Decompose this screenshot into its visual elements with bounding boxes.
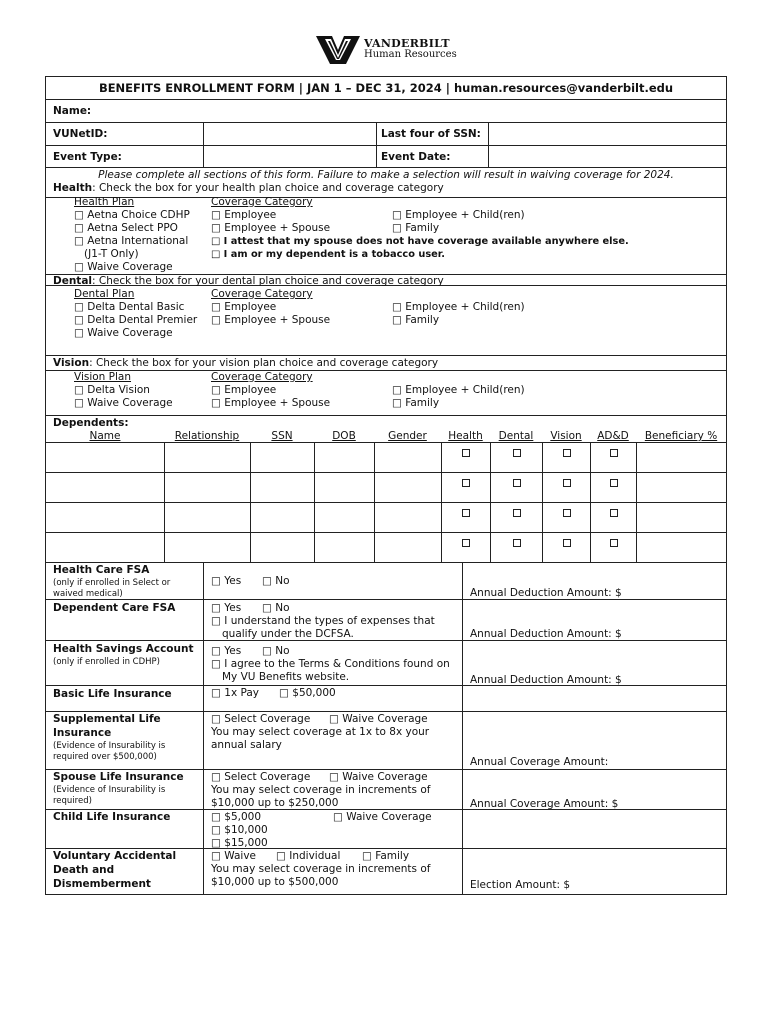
basic-life-50000[interactable]: □ $50,000 bbox=[279, 687, 336, 699]
supp-life-desc: You may select coverage at 1x to 8x your bbox=[211, 726, 430, 738]
adnd-waive[interactable]: □ Waive bbox=[211, 850, 256, 862]
dependents-col-header: SSN bbox=[271, 430, 293, 442]
dependent-health-checkbox[interactable] bbox=[462, 479, 470, 487]
benefits-form bbox=[45, 76, 727, 895]
dependent-vision-checkbox[interactable] bbox=[563, 479, 571, 487]
tobacco-attestation[interactable]: □ I am or my dependent is a tobacco user. bbox=[211, 249, 445, 260]
basic-life-title: Basic Life Insurance bbox=[53, 688, 172, 700]
dependent-health-checkbox[interactable] bbox=[462, 539, 470, 547]
dependents-col-header: Beneficiary % bbox=[644, 430, 718, 442]
dependent-dental-checkbox[interactable] bbox=[513, 539, 521, 547]
logo-subtitle: Human Resources bbox=[364, 49, 457, 60]
vision-option[interactable]: □ Delta Vision bbox=[74, 384, 150, 396]
spouse-life-waive[interactable]: □ Waive Coverage bbox=[329, 771, 428, 783]
dependent-dental-checkbox[interactable] bbox=[513, 449, 521, 457]
spouse-life-note: (Evidence of Insurability is bbox=[53, 785, 166, 795]
fsa-amount: Annual Deduction Amount: $ bbox=[470, 587, 622, 599]
vanderbilt-v-icon bbox=[316, 36, 360, 64]
dental-heading: Dental: Check the box for your dental plan choice and coverage category bbox=[53, 275, 444, 287]
dependent-health-checkbox[interactable] bbox=[462, 509, 470, 517]
dependent-health-checkbox[interactable] bbox=[462, 449, 470, 457]
vision-coverage-option[interactable]: □ Employee + Child(ren) bbox=[392, 384, 525, 396]
health-coverage-option[interactable]: □ Employee bbox=[211, 209, 277, 221]
dental-coverage-option[interactable]: □ Employee + Spouse bbox=[211, 314, 331, 326]
dcfsa-amount: Annual Deduction Amount: $ bbox=[470, 628, 622, 640]
dependents-col-header: Name bbox=[89, 430, 121, 442]
adnd-title-cont: Death and bbox=[53, 864, 115, 876]
adnd-title: Voluntary Accidental bbox=[53, 850, 177, 862]
fsa-note: waived medical) bbox=[53, 589, 123, 599]
supp-life-title-cont: Insurance bbox=[53, 727, 112, 739]
supp-life-note: required over $500,000) bbox=[53, 752, 157, 762]
event-date-field[interactable] bbox=[491, 147, 723, 166]
vunetid-label: VUNetID: bbox=[53, 128, 108, 140]
vanderbilt-logo bbox=[314, 34, 464, 66]
supp-life-desc: annual salary bbox=[211, 739, 282, 751]
fsa-yes[interactable]: □ Yes bbox=[211, 575, 242, 587]
child-life-10000[interactable]: □ $10,000 bbox=[211, 824, 268, 836]
vision-coverage-option[interactable]: □ Employee + Spouse bbox=[211, 397, 331, 409]
spouse-attestation[interactable]: □ I attest that my spouse does not have coverage available anywhere else. bbox=[211, 236, 629, 247]
basic-life-1x-pay[interactable]: □ 1x Pay bbox=[211, 687, 259, 699]
dependents-col-header: DOB bbox=[332, 430, 356, 442]
dependent-dental-checkbox[interactable] bbox=[513, 509, 521, 517]
logo-name: VANDERBILT bbox=[364, 37, 450, 50]
hsa-amount: Annual Deduction Amount: $ bbox=[470, 674, 622, 686]
vision-option[interactable]: □ Waive Coverage bbox=[74, 397, 173, 409]
name-label: Name: bbox=[53, 105, 92, 117]
dental-coverage-option[interactable]: □ Employee + Child(ren) bbox=[392, 301, 525, 313]
dcfsa-yes[interactable]: □ Yes bbox=[211, 602, 242, 614]
dental-option[interactable]: □ Delta Dental Basic bbox=[74, 301, 185, 313]
supp-life-note: (Evidence of Insurability is bbox=[53, 741, 166, 751]
adnd-amount: Election Amount: $ bbox=[470, 879, 571, 891]
adnd-family[interactable]: □ Family bbox=[362, 850, 410, 862]
dependents-col-header: Gender bbox=[388, 430, 427, 442]
vision-coverage-option[interactable]: □ Family bbox=[392, 397, 440, 409]
event-type-field[interactable] bbox=[206, 147, 374, 166]
form-title: BENEFITS ENROLLMENT FORM | JAN 1 – DEC 31, 2024 | human.resources@vanderbilt.edu bbox=[98, 81, 674, 95]
spouse-life-note: required) bbox=[53, 796, 92, 806]
child-life-5000[interactable]: □ $5,000 bbox=[211, 811, 261, 823]
fsa-title: Health Care FSA bbox=[53, 564, 150, 576]
ssn-last4-label: Last four of SSN: bbox=[381, 128, 481, 140]
adnd-individual[interactable]: □ Individual bbox=[276, 850, 341, 862]
dental-coverage-option[interactable]: □ Family bbox=[392, 314, 440, 326]
spouse-life-amount: Annual Coverage Amount: $ bbox=[470, 798, 619, 810]
adnd-title-cont: Dismemberment bbox=[53, 878, 151, 890]
dental-plan-header: Dental Plan bbox=[74, 288, 135, 300]
dependent-add-checkbox[interactable] bbox=[610, 479, 618, 487]
dependents-col-header: Vision bbox=[550, 430, 582, 442]
dcfsa-acknowledge-cont: qualify under the DCFSA. bbox=[222, 628, 354, 640]
supp-life-amount: Annual Coverage Amount: bbox=[470, 756, 609, 768]
dependents-heading: Dependents: bbox=[53, 417, 129, 429]
vision-heading: Vision: Check the box for your vision plan choice and coverage category bbox=[53, 357, 439, 369]
child-life-title: Child Life Insurance bbox=[53, 811, 171, 823]
adnd-desc: $10,000 up to $500,000 bbox=[211, 876, 339, 888]
child-life-waive[interactable]: □ Waive Coverage bbox=[333, 811, 432, 823]
health-option[interactable]: □ Aetna Choice CDHP bbox=[74, 209, 190, 221]
dental-option[interactable]: □ Delta Dental Premier bbox=[74, 314, 198, 326]
spouse-life-desc: You may select coverage in increments of bbox=[211, 784, 431, 796]
health-option[interactable]: □ Aetna International bbox=[74, 235, 189, 247]
health-option-note: (J1-T Only) bbox=[84, 248, 139, 260]
hsa-terms-cont: My VU Benefits website. bbox=[222, 671, 350, 683]
event-type-label: Event Type: bbox=[53, 151, 122, 163]
vision-plan-header: Vision Plan bbox=[74, 371, 132, 383]
dependent-dental-checkbox[interactable] bbox=[513, 479, 521, 487]
dental-coverage-header: Coverage Category bbox=[211, 288, 313, 300]
dental-option[interactable]: □ Waive Coverage bbox=[74, 327, 173, 339]
hsa-title: Health Savings Account bbox=[53, 643, 194, 655]
supp-life-title: Supplemental Life bbox=[53, 713, 161, 725]
dependent-vision-checkbox[interactable] bbox=[563, 509, 571, 517]
adnd-desc: You may select coverage in increments of bbox=[211, 863, 431, 875]
supp-life-waive[interactable]: □ Waive Coverage bbox=[329, 713, 428, 725]
child-life-15000[interactable]: □ $15,000 bbox=[211, 837, 268, 849]
health-coverage-option[interactable]: □ Employee + Child(ren) bbox=[392, 209, 525, 221]
dependents-col-header: Health bbox=[448, 430, 483, 442]
dcfsa-title: Dependent Care FSA bbox=[53, 602, 176, 614]
health-coverage-option[interactable]: □ Employee + Spouse bbox=[211, 222, 331, 234]
spouse-life-desc: $10,000 up to $250,000 bbox=[211, 797, 339, 809]
health-option[interactable]: □ Aetna Select PPO bbox=[74, 222, 178, 234]
fsa-note: (only if enrolled in Select or bbox=[53, 578, 171, 588]
dcfsa-acknowledge[interactable]: □ I understand the types of expenses that bbox=[211, 615, 435, 627]
health-heading: Health: Check the box for your health plan choice and coverage category bbox=[53, 182, 444, 194]
dependents-col-header: Relationship bbox=[174, 430, 240, 442]
dcfsa-no[interactable]: □ No bbox=[262, 602, 290, 614]
health-coverage-header: Coverage Category bbox=[211, 196, 313, 208]
hsa-terms[interactable]: □ I agree to the Terms & Conditions found on bbox=[211, 658, 450, 670]
health-plan-header: Health Plan bbox=[74, 196, 135, 208]
dental-coverage-option[interactable]: □ Employee bbox=[211, 301, 277, 313]
vision-coverage-header: Coverage Category bbox=[211, 371, 313, 383]
dependent-vision-checkbox[interactable] bbox=[563, 449, 571, 457]
event-date-label: Event Date: bbox=[381, 151, 451, 163]
spouse-life-select[interactable]: □ Select Coverage bbox=[211, 771, 311, 783]
dependent-add-checkbox[interactable] bbox=[610, 539, 618, 547]
instructions: Please complete all sections of this form. Failure to make a selection will result in waiving coverage for 2024. bbox=[98, 169, 674, 181]
hsa-note: (only if enrolled in CDHP) bbox=[53, 657, 160, 667]
dependent-add-checkbox[interactable] bbox=[610, 449, 618, 457]
spouse-life-title: Spouse Life Insurance bbox=[53, 771, 184, 783]
hsa-yes[interactable]: □ Yes bbox=[211, 645, 242, 657]
dependent-add-checkbox[interactable] bbox=[610, 509, 618, 517]
health-coverage-option[interactable]: □ Family bbox=[392, 222, 440, 234]
dependents-col-header: AD&D bbox=[597, 430, 629, 442]
fsa-no[interactable]: □ No bbox=[262, 575, 290, 587]
supp-life-select[interactable]: □ Select Coverage bbox=[211, 713, 311, 725]
vision-coverage-option[interactable]: □ Employee bbox=[211, 384, 277, 396]
dependents-col-header: Dental bbox=[498, 430, 534, 442]
hsa-no[interactable]: □ No bbox=[262, 645, 290, 657]
dependent-vision-checkbox[interactable] bbox=[563, 539, 571, 547]
ssn-last4-field[interactable] bbox=[491, 124, 723, 143]
vunetid-field[interactable] bbox=[206, 124, 374, 143]
health-option[interactable]: □ Waive Coverage bbox=[74, 261, 173, 273]
